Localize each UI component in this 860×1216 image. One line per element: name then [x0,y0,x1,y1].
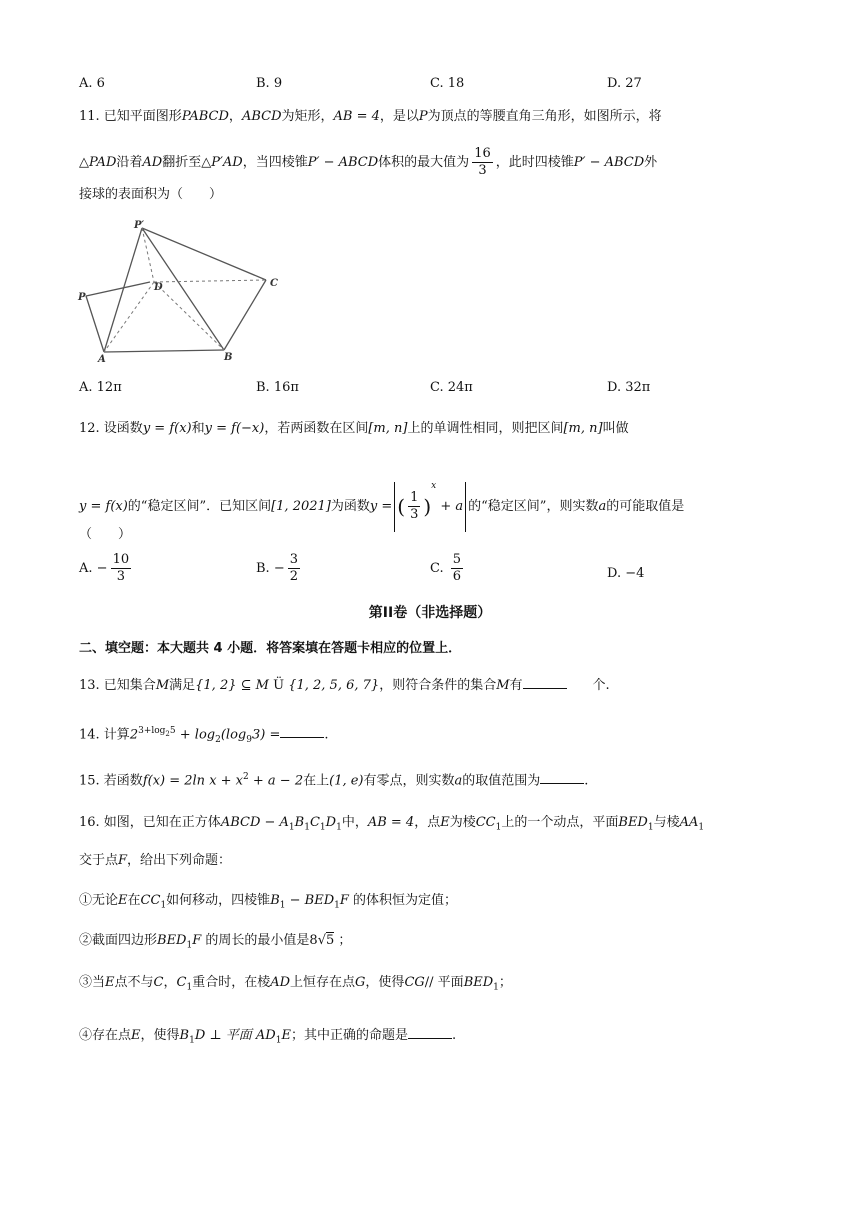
text: 重合时，在棱 [192,975,271,990]
math: CG [404,975,425,990]
math: PABCD [181,109,229,124]
q16-line-1 [79,814,704,837]
math: (1, e) [329,773,364,789]
text: ，点 [414,815,441,830]
exponent: x [431,481,437,491]
text: 的体积恒为定值； [353,893,458,908]
hidden-edge [104,282,154,352]
q11-pyramid-figure [74,218,290,364]
sqrt-sign: √ [317,933,326,948]
section-2-instructions: 二、填空题：本大题共 4 小题．将答案填在答题卡相应的位置上． [79,641,462,656]
text: 11. 已知平面图形 [79,109,182,124]
fraction [451,552,463,585]
radicand: 5 [325,933,335,948]
math: P′ − ABCD [573,155,645,170]
math: M [255,678,269,693]
q11-line-3: 接球的表面积为（ ） [79,187,223,202]
math: P [418,109,428,124]
math: D [325,815,337,830]
text: 12. 设函数 [79,421,143,436]
q12-option-a [79,552,134,585]
math: − BED [289,893,335,908]
label-a: A [98,354,106,364]
text: ，此时四棱锥 [495,155,574,170]
text: ；其中正确的命题是 [290,1028,408,1043]
math: C [153,975,164,990]
text: 体积的最大值为 [378,155,470,170]
math: CC [475,815,496,830]
abs-bar-left [394,482,395,532]
math: ABCD [241,109,282,124]
q13-line [79,676,610,695]
text: 上的单调性相同，则把区间 [407,421,564,436]
fraction [288,552,300,585]
math: E [440,815,450,830]
text: 的“稳定区间”．已知区间 [127,499,272,514]
label-b: B [224,352,233,363]
text: 为棱 [449,815,476,830]
text: ，则符合条件的集合 [379,678,497,693]
section-2-title: 第II卷（非选择题） [368,605,492,621]
option-letter: B. [256,561,270,576]
text: 为顶点的等腰直角三角形，如图所示，将 [427,109,662,124]
label-d: D [154,282,163,293]
text: 如何移动，四棱锥 [166,893,271,908]
subscript: 9 [246,734,252,745]
math: B [179,1028,190,1043]
text: 14. 计算 [79,727,130,743]
math: BED [618,815,648,830]
sign: − [273,561,285,576]
math: a [598,499,607,514]
text: 16. 如图，已知在正方体 [79,815,221,830]
answer-blank [408,1026,452,1039]
math: F [192,933,202,948]
math: M [155,678,170,693]
q16-proposition-3 [79,974,512,997]
q12-line-3: （ ） [79,527,132,542]
math: [1, 2021] [271,499,331,514]
text: 上的一个动点，平面 [501,815,619,830]
math: + a [440,499,464,514]
paren-close: ) [423,494,432,519]
q12-option-c [430,552,466,585]
denominator: 6 [452,569,462,584]
subscript: 1 [647,822,654,833]
subscript: 1 [189,1035,195,1046]
q15-line [79,768,588,790]
subscript: 2 [215,734,221,745]
exponent: 3+log [138,726,166,736]
subscript: 1 [334,900,340,911]
math: y = [369,499,393,514]
subscript: 1 [304,822,310,833]
math: M [496,678,510,693]
math: {1, 2, 5, 6, 7} [288,678,380,693]
text: ， [163,975,177,990]
text: 有零点，则实数 [363,773,455,789]
math: AD [255,1028,276,1043]
sign: − [96,561,108,576]
math: ABCD − A [220,815,289,830]
math: f(x) = 2ln x + x [142,773,244,789]
q11-option-a: A. 12π [79,380,122,395]
fraction [472,146,493,179]
math: E [131,1028,141,1043]
exponent: 5 [169,726,176,736]
math: △P′AD [201,155,243,170]
math: △PAD [79,155,117,170]
option-letter: C. [430,561,444,576]
math: y = f(−x) [204,421,265,436]
math: {1, 2} ⊆ [195,678,252,693]
math: BED [463,975,494,990]
text: ，当四棱锥 [242,155,308,170]
subscript: 1 [336,822,342,833]
math: [m, n] [368,421,408,436]
subscript: 1 [493,982,499,993]
q10-option-b: B. 9 [256,76,283,91]
text: ，使得 [365,975,405,990]
q10-option-c: C. 18 [430,76,465,91]
denominator: 3 [478,163,487,178]
math: E [281,1028,291,1043]
hidden-edge [154,282,224,350]
paren-open: ( [397,494,406,519]
math: + log [179,727,216,743]
edge [86,282,150,296]
text: ， [228,109,242,124]
q11-line-2 [79,146,657,179]
math: E [105,975,115,990]
text: 点不与 [114,975,154,990]
numerator: 16 [474,146,491,161]
text: ②截面四边形 [79,933,158,948]
math: a [454,773,463,789]
subscript: 1 [160,900,167,911]
q10-option-a: A. 6 [79,76,105,91]
math: 3) = [251,727,281,743]
text: 上恒存在点 [290,975,356,990]
text: 满足 [169,678,196,693]
text: 为函数 [330,499,370,514]
symbol: Ü [273,678,285,693]
text: 沿着 [116,155,143,170]
q12-line-1 [79,420,629,438]
subscript: 1 [319,822,326,833]
text: ，是以 [379,109,419,124]
math: G [355,975,366,990]
text: ； [498,975,512,990]
label-c: C [270,278,278,289]
answer-blank [540,771,584,784]
q16-proposition-4 [79,1026,456,1050]
numerator: 1 [410,490,419,505]
text: . [584,773,589,789]
math: B [294,815,305,830]
text: 有 [509,678,523,693]
q12-option-b [256,552,303,585]
math: 8 [309,933,318,948]
math: P′ − ABCD [307,155,379,170]
edge [142,228,266,280]
text: ，给出下列命题： [127,853,232,868]
text: 叫做 [602,421,629,436]
math: [m, n] [563,421,603,436]
math: AB = 4 [367,815,415,830]
text: 的取值范围为 [462,773,541,789]
text: . [451,1028,457,1043]
math: + a − 2 [252,773,304,789]
text: 中， [341,815,368,830]
subscript: 1 [279,900,286,911]
exponent: 2 [243,772,249,782]
math: C [176,975,187,990]
hidden-edge [154,280,266,282]
numerator: 5 [452,552,462,567]
math: F [339,893,349,908]
q11-line-1 [79,108,662,126]
math: AD [270,975,291,990]
subscript: 1 [275,1035,282,1046]
text: 外 [644,155,658,170]
q12-option-d: D. −4 [607,566,645,581]
subscript: 2 [165,729,170,738]
option-letter: A. [79,561,93,576]
text: ； [338,933,352,948]
numerator: 3 [289,552,299,567]
text: 15. 若函数 [79,773,143,789]
q16-proposition-1 [79,892,457,915]
math: D ⊥ 平面 [194,1028,252,1043]
subscript: 1 [495,822,502,833]
math: E [118,893,128,908]
math: 2 [129,727,139,743]
edge [104,228,142,352]
text: 交于点 [79,853,119,868]
text: // 平面 [424,975,464,990]
text: 和 [191,421,205,436]
edge [224,280,266,350]
math: AD [142,155,163,170]
text: ③当 [79,975,106,990]
q11-option-c: C. 24π [430,380,473,395]
abs-bar-right [465,482,466,532]
math: y = f(x) [142,421,192,436]
subscript: 1 [698,822,705,833]
q11-option-b: B. 16π [256,380,299,395]
text: 在 [127,893,141,908]
math: (log [220,727,247,743]
label-p: P [78,292,86,303]
math: CC [140,893,161,908]
answer-blank [280,725,324,738]
answer-blank [523,676,567,689]
q12-line-2 [79,460,684,533]
edge [104,350,224,352]
text: ，使得 [140,1028,180,1043]
numerator: 10 [112,552,130,567]
math: B [270,893,280,908]
q11-option-d: D. 32π [607,380,651,395]
text: 个. [566,678,610,693]
text: 13. 已知集合 [79,678,156,693]
text: 为矩形， [281,109,334,124]
text: . [324,727,329,743]
text: 在上 [303,773,330,789]
text: ①无论 [79,893,119,908]
text: ④存在点 [79,1028,132,1043]
subscript: 1 [288,822,295,833]
math: C [309,815,320,830]
subscript: 1 [186,982,193,993]
fraction [408,490,420,523]
math: F [118,853,128,868]
text: 的周长的最小值是 [205,933,310,948]
denominator: 3 [410,507,419,522]
edge [86,296,104,352]
denominator: 2 [289,569,299,584]
math: y = f(x) [79,499,128,514]
fraction [111,552,132,585]
text: 的可能取值是 [606,499,685,514]
text: 的“稳定区间”，则实数 [468,499,599,514]
subscript: 1 [186,940,193,951]
q14-line [79,722,328,749]
text: 翻折至 [162,155,202,170]
q10-option-d: D. 27 [607,76,642,91]
math: AA [679,815,699,830]
q16-proposition-2 [79,932,351,955]
math: BED [157,933,187,948]
q16-line-2 [79,852,231,870]
text: 与棱 [653,815,680,830]
math: AB = 4 [333,109,380,124]
denominator: 3 [116,569,125,584]
text: ，若两函数在区间 [264,421,369,436]
label-p-prime: P′ [134,220,145,231]
